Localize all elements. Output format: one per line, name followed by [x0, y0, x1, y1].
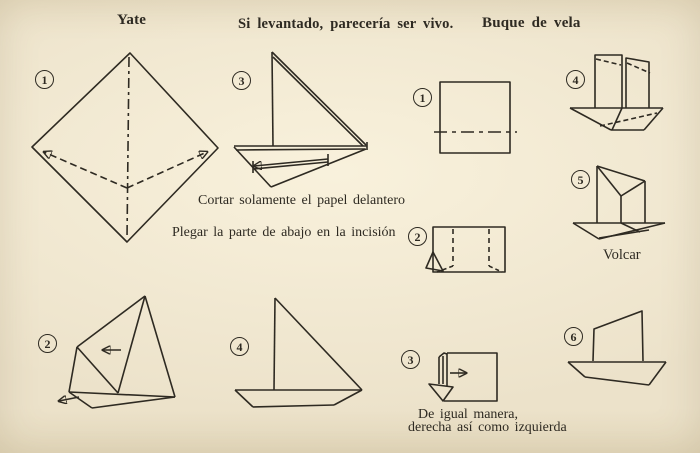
corner-flap — [426, 252, 443, 271]
step-badge-buque-3: 3 — [401, 350, 420, 369]
crease-arrow-right — [127, 152, 207, 188]
caption-igual-1: De igual manera, — [418, 407, 519, 422]
figure-buque-step4-sails — [570, 55, 663, 130]
figure-buque-step2-creases — [426, 227, 505, 272]
title-yate: Yate — [117, 12, 147, 28]
crease-diagonal-right — [489, 266, 502, 272]
fold-triangle — [429, 384, 453, 401]
figure-buque-step5-flip — [573, 166, 665, 239]
crease-sail-right — [627, 63, 650, 73]
step-badge-yate-4: 4 — [230, 337, 249, 356]
figure-yate-step1-diamond — [32, 53, 218, 242]
step-badge-buque-4: 4 — [566, 70, 585, 89]
caption-cortar: Cortar solamente el papel delantero — [198, 193, 406, 208]
crease-dashdot-vertical — [127, 57, 129, 239]
figure-buque-step1-square — [434, 82, 517, 153]
step-badge-yate-2: 2 — [38, 334, 57, 353]
title-buque-de-vela: Buque de vela — [482, 15, 581, 31]
caption-igual-2: derecha así como izquierda — [408, 420, 567, 435]
figure-buque-step3-fold — [429, 353, 497, 401]
note-si-levantado: Si levantado, parecería ser vivo. — [238, 16, 454, 32]
caption-volcar: Volcar — [603, 247, 641, 263]
caption-plegar: Plegar la parte de abajo en la incisión — [172, 225, 396, 240]
fold-arrow-lower — [59, 397, 79, 401]
step-badge-buque-5: 5 — [571, 170, 590, 189]
crease-sail-left — [596, 59, 621, 65]
figure-yate-step3-cut — [234, 52, 367, 187]
step-badge-buque-6: 6 — [564, 327, 583, 346]
figure-buque-step6-final — [568, 311, 666, 385]
step-badge-buque-1: 1 — [413, 88, 432, 107]
step-badge-buque-2: 2 — [408, 227, 427, 246]
figure-yate-step4-final — [235, 298, 362, 407]
figure-yate-step2-fold — [59, 296, 175, 408]
step-badge-yate-1: 1 — [35, 70, 54, 89]
crease-arrow-left — [44, 152, 127, 188]
step-badge-yate-3: 3 — [232, 71, 251, 90]
